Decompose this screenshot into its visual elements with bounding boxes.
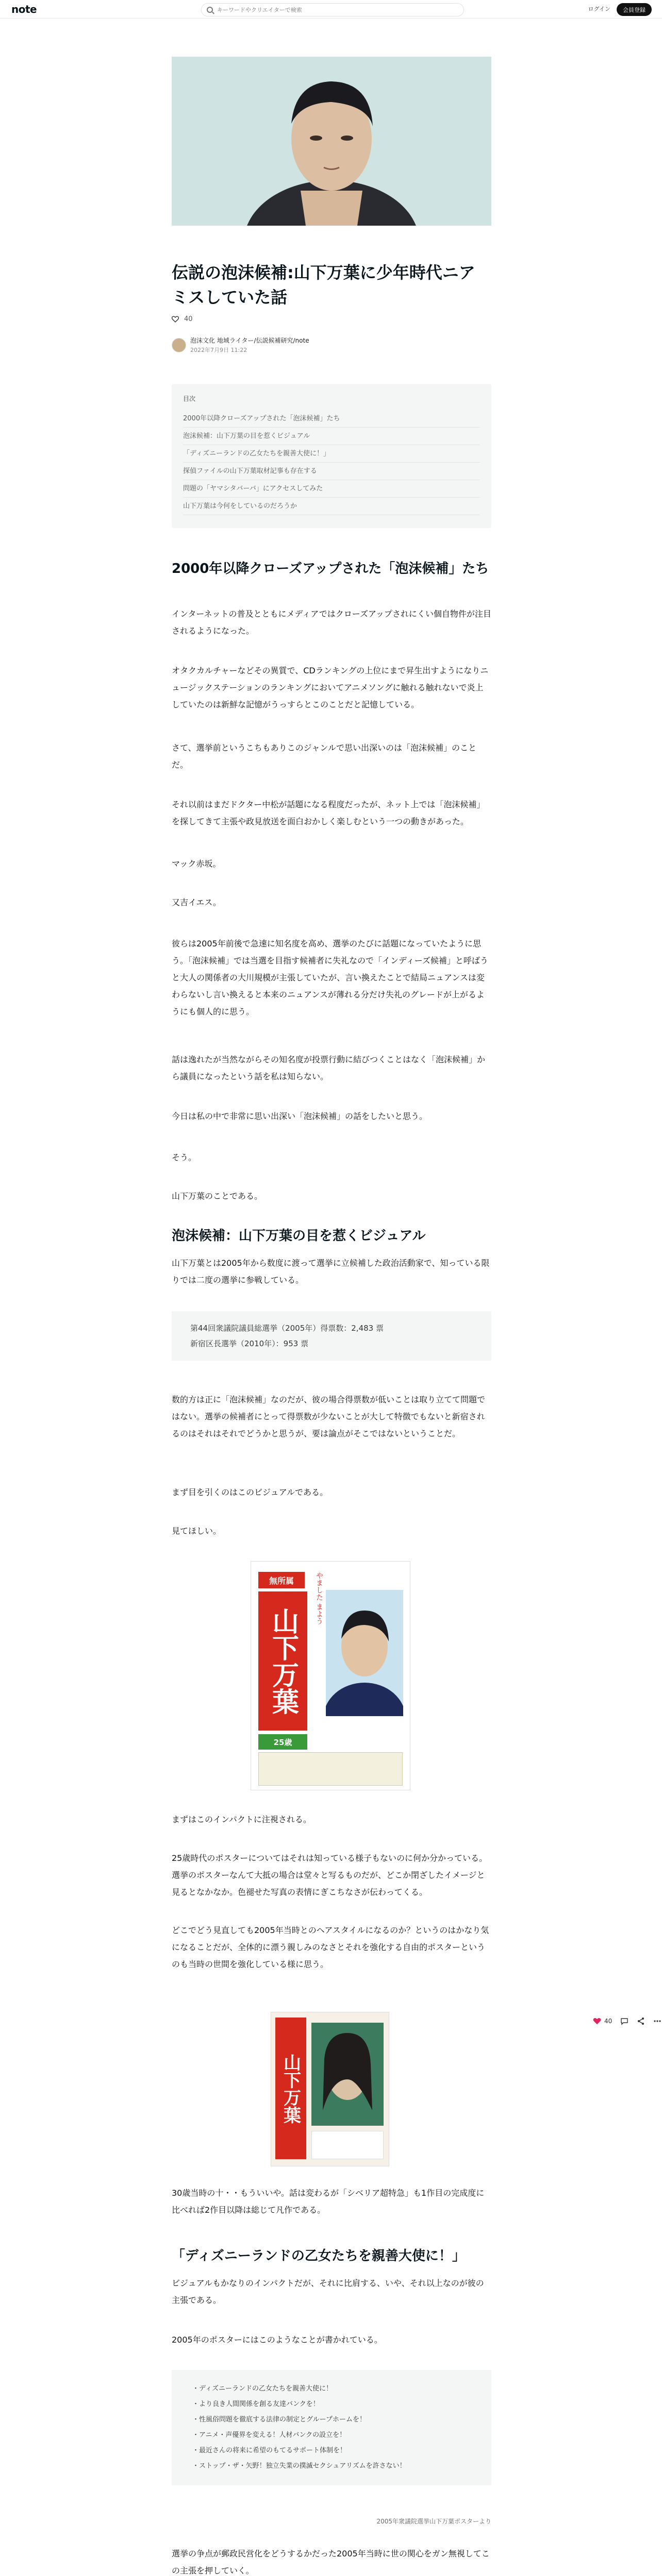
poster-name: 山下万葉: [258, 1591, 307, 1731]
like-count: 40: [184, 315, 193, 323]
toc-item[interactable]: 「ディズニーランドの乙女たちを親善大使に！」: [183, 445, 480, 463]
paragraph: 山下万葉のことである。: [172, 1191, 263, 1201]
paragraph: 見てほしい。: [172, 1526, 222, 1536]
toc-item[interactable]: 問題の「ヤマシタバーバ」にアクセスしてみた: [183, 480, 480, 498]
poster-age: 25歳: [258, 1734, 307, 1750]
paragraph: それ以前はまだドクター中松が話題になる程度だったが、ネット上では「泡沫候補」を探してきて主張や政見放送を面白おかしく楽しむという一つの動きがあった。: [172, 800, 485, 826]
search-icon: [207, 7, 213, 13]
paragraph: 山下万葉とは2005年から数度に渡って選挙に立候補した政治活動家で、知っている限りでは二度の選挙に参戦している。: [172, 1258, 490, 1285]
side-actions: [593, 2017, 661, 2025]
section-heading: 2000年以降クローズアップされた「泡沫候補」たち: [172, 561, 489, 577]
comment-icon[interactable]: [620, 2017, 628, 2025]
paragraph: ビジュアルもかなりのインパクトだが、それに比肩する、いや、それ以上なのが彼の主張である。: [172, 2278, 484, 2305]
paragraph: 又吉イエス。: [172, 897, 221, 907]
poster-badge: 無所属: [258, 1572, 305, 1588]
more-icon[interactable]: [653, 2017, 661, 2025]
quote-line: 新宿区長選挙（2010年）：953 票: [190, 1339, 309, 1348]
login-link[interactable]: ログイン: [588, 6, 610, 12]
paragraph: マック赤坂。: [172, 859, 221, 869]
toc-item[interactable]: 2000年以降クローズアップされた「泡沫候補」たち: [183, 410, 480, 428]
poster-reading: やました まよう: [315, 1572, 323, 1625]
side-like-button[interactable]: [593, 2017, 612, 2025]
author-name[interactable]: 泡沫文化 地域ライター/伝説候補研究/note: [190, 337, 309, 344]
paragraph: 25歳時代のポスターについてはそれは知っている様子もないのに何か分かっている。選挙のポスターなんて大抵の場合は堂々と写るものだが、どこか閉ざしたイメージと見るとなかなか。色褪せた写真の表情にぎこちなさが伝わってくる。: [172, 1853, 488, 1897]
poster-2-info-box: [311, 2131, 384, 2159]
platform-item: ・ディズニーランドの乙女たちを親善大使に！: [192, 2385, 333, 2393]
heart-icon[interactable]: [172, 316, 179, 323]
poster-2-name: 山下万葉: [275, 2018, 306, 2159]
paragraph: そう。: [172, 1153, 197, 1162]
share-icon[interactable]: [637, 2017, 645, 2025]
publish-date: 2022年7月9日 11:22: [190, 347, 247, 353]
paragraph: まず目を引くのはこのビジュアルである。: [172, 1487, 328, 1497]
section-heading: 泡沫候補：山下万葉の目を惹くビジュアル: [172, 1228, 426, 1244]
paragraph: 選挙の争点が郵政民営化をどうするかだった2005年当時に世の関心をガン無視してこの主張を押していく。: [172, 2549, 490, 2575]
poster-platform-box: [258, 1752, 403, 1786]
quote-caption: 2005年衆議院選挙山下万葉ポスターより: [376, 2518, 491, 2525]
hero-image: [172, 57, 491, 226]
author-avatar[interactable]: [172, 338, 186, 352]
paragraph: 彼らは2005年前後で急速に知名度を高め、選挙のたびに話題になっていたように思う。「泡沫候補」では当選を目指す候補者に失礼なので「インディーズ候補」と呼ばうと大人の関係者の大川規模が主張していたが、言い換えたことで結局ニュアンスは変わらないし言い換えると本来のニュアンスが薄れる分だけ失礼のグレードが上がるようにも個人的に思う。: [172, 939, 488, 1016]
paragraph: オタクカルチャーなどその異質で、CDランキングの上位にまで昇生出すようになりニュージックステーションのランキングにおいてアニメソングに触れる触れないで炎上していたのは新鮮な記憶がうっすらとこのことだと記憶している。: [172, 666, 489, 709]
platform-item: ・最近さんの将来に希望のもてるサポート体制を！: [192, 2447, 347, 2454]
paragraph: どこでどう見直しても2005年当時とのヘアスタイルになるのか？というのはかなり気になることだが、全体的に漂う親しみのなさとそれを強化する自由的ポスターというのも当時の世間を強化している様に思う。: [172, 1925, 489, 1969]
side-like-count: 40: [604, 2018, 613, 2025]
table-of-contents: [172, 384, 491, 528]
paragraph: 30歳当時の十・・もういいや。話は変わるが「シベリア超特急」も1作目の完成度に比べれば2作目以降は総じて凡作である。: [172, 2188, 485, 2215]
paragraph: 数的方は正に「泡沫候補」なのだが、彼の場合得票数が低いことは取り立てて問題ではない。選挙の候補者にとって得票数が少ないことが大して特徴でもないと新宿されるのはそれはそれでどうかと思うが、要は論点がそこではないということだ。: [172, 1395, 486, 1438]
quote-block: [172, 1311, 491, 1361]
platform-list: [172, 2370, 491, 2485]
quote-line: 第44回衆議院議員総選挙（2005年）得票数：2,483 票: [190, 1324, 384, 1333]
platform-item: ・ストップ・ザ・矢野！独立失業の撲滅セクシュアリズムを許さない！: [192, 2462, 406, 2470]
paragraph: 2005年のポスターにはこのようなことが書かれている。: [172, 2335, 383, 2345]
heart-icon: [593, 2017, 601, 2025]
toc-item[interactable]: 山下万葉は今何をしているのだろうか: [183, 498, 480, 515]
paragraph: まずはこのインパクトに注視される。: [172, 1815, 311, 1824]
article-title: 伝説の泡沫候補:山下万葉に少年時代ニアミスしていた話: [172, 263, 475, 307]
paragraph: さて、選挙前というこちもありこのジャンルで思い出深いのは「泡沫候補」のことだ。: [172, 743, 476, 770]
author-block[interactable]: [172, 336, 309, 354]
platform-item: ・アニメ・声優界を変える！人材バンクの設立を！: [192, 2431, 346, 2439]
search-box[interactable]: [201, 3, 464, 16]
platform-item: ・より良き人間関係を創る友達バンクを！: [192, 2400, 320, 2408]
paragraph: 今日は私の中で非常に思い出深い「泡沫候補」の話をしたいと思う。: [172, 1111, 428, 1121]
platform-item: ・性風俗問題を徹底する法律の制定とグループホームを！: [192, 2416, 366, 2424]
paragraph: インターネットの普及とともにメディアではクローズアップされにくい個自物件が注目されるようになった。: [172, 609, 491, 636]
campaign-poster-image-2: [271, 2012, 389, 2166]
toc-item[interactable]: 探偵ファイルの山下万葉取材記事も存在する: [183, 463, 480, 480]
toc-label[interactable]: 目次: [183, 395, 196, 402]
toc-item[interactable]: 泡沫候補：山下万葉の目を惹くビジュアル: [183, 428, 480, 445]
section-heading: 「ディズニーランドの乙女たちを親善大使に！」: [172, 2248, 466, 2264]
search-input[interactable]: [217, 7, 458, 13]
note-logo[interactable]: note: [11, 3, 37, 15]
like-row: [172, 315, 193, 323]
signup-button[interactable]: 会員登録: [617, 3, 652, 16]
paragraph: 話は逸れたが当然ながらその知名度が投票行動に結びつくことはなく「泡沫候補」から議員になったという話を私は知らない。: [172, 1055, 486, 1081]
campaign-poster-image: [251, 1561, 410, 1790]
top-bar: [0, 0, 662, 19]
